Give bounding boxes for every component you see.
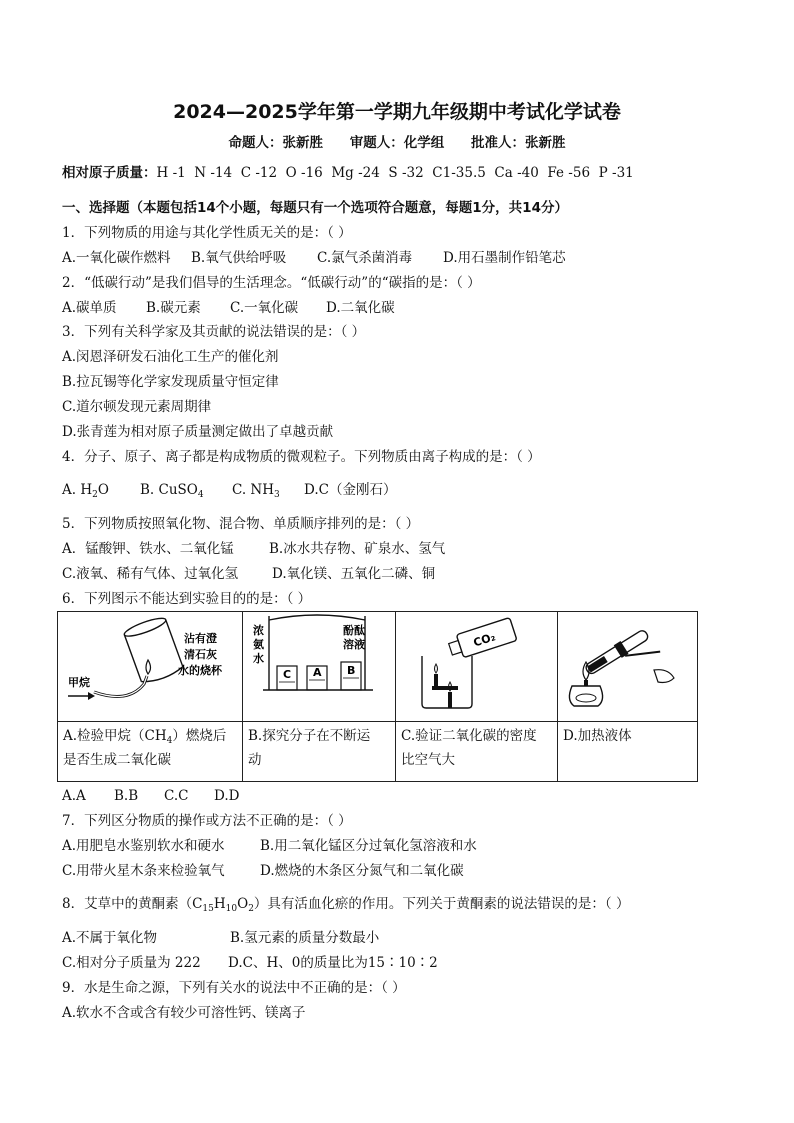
exam-title: 2024—2025学年第一学期九年级期中考试化学试卷: [173, 101, 621, 123]
q6-cell-a: [58, 612, 243, 781]
q4-option-a: A. $H_2O$: [62, 482, 109, 500]
table-divider: [58, 721, 697, 722]
atomic-masses-values: H -1 N -14 C -12 O -16 Mg -24 S -32 C1-35.5 Ca -40 Fe -56 P -31: [156, 165, 634, 181]
q5-option-a: A．锰酸钾、铁水、二氧化锰: [62, 541, 234, 557]
q8-option-a: A.不属于氧化物: [62, 930, 158, 946]
svg-text:浓: 浓: [253, 624, 264, 637]
q9-stem: 9．水是生命之源，下列有关水的说法中不正确的是：（ ）: [62, 980, 406, 996]
approver: 批准人：张新胜: [470, 135, 566, 151]
q6-caption-c: C.验证二氧化碳的密度 比空气大: [401, 728, 537, 768]
q8-stem: 8．艾草中的黄酮素$(C_{15}H_{10}O_2)$具有活血化瘀的作用。下列关于黄酮素的说法错误的是：（ ）: [62, 896, 630, 914]
q6-stem: 6．下列图示不能达到实验目的的是：（ ）: [62, 591, 312, 607]
beaker-label-1: 沾有澄: [184, 632, 217, 645]
q6-option-d: D.D: [214, 788, 240, 804]
q6-figure-table: [57, 611, 698, 782]
q6-options: [62, 786, 239, 806]
proposer: 命题人：张新胜: [228, 135, 324, 151]
q3-stem: 3．下列有关科学家及其贡献的说法错误的是：（ ）: [62, 324, 366, 340]
q5-option-b: B.冰水共存物、矿泉水、氢气: [269, 541, 446, 557]
q7-options-ab: [62, 836, 477, 856]
beaker-label-2: 清石灰: [184, 648, 217, 661]
atomic-masses-label: 相对原子质量：: [62, 165, 157, 181]
q7-options-cd: [62, 861, 464, 881]
q2-option-d: D.二氧化碳: [326, 300, 395, 316]
q8-options-cd: [62, 953, 438, 973]
q1-option-c: C.氯气杀菌消毒: [317, 250, 413, 266]
svg-text:氨: 氨: [253, 638, 264, 651]
co2-label: CO₂: [471, 630, 497, 650]
q7-option-a: A.用肥皂水鉴别软水和硬水: [62, 838, 225, 854]
q5-options-ab: [62, 539, 445, 559]
q6-cell-d: [558, 612, 697, 781]
svg-text:溶液: 溶液: [343, 638, 365, 651]
q1-option-b: B.氧气供给呼吸: [191, 250, 287, 266]
q4-option-b: B. CuSO$_4$: [140, 482, 204, 500]
q6-option-b: B.B: [114, 788, 139, 804]
q5-option-d: D.氧化镁、五氧化二磷、铜: [272, 566, 436, 582]
q8-options-ab: [62, 928, 379, 948]
q2-option-b: B.碳元素: [146, 300, 201, 316]
q1-option-a: A.一氧化碳作燃料: [62, 250, 171, 266]
section-title: 一、选择题（本题包括14个小题，每题只有一个选项符合题意，每题1分，共14分）: [62, 200, 568, 216]
q6-cell-c: [396, 612, 558, 781]
q3-option-d: D.张青莲为相对原子质量测定做出了卓越贡献: [62, 424, 334, 440]
heating-liquid-figure: [558, 612, 697, 720]
q2-options: [62, 298, 395, 318]
q1-stem: 1．下列物质的用途与其化学性质无关的是：（ ）: [62, 225, 352, 241]
q5-stem: 5．下列物质按照氧化物、混合物、单质顺序排列的是：（ ）: [62, 516, 420, 532]
svg-text:B: B: [347, 664, 356, 677]
beaker-label-3: 水的烧杯: [178, 664, 222, 677]
q4-options: [62, 480, 396, 500]
q2-option-a: A.碳单质: [62, 300, 117, 316]
q7-stem: 7．下列区分物质的操作或方法不正确的是：（ ）: [62, 813, 352, 829]
svg-text:酚酞: 酚酞: [343, 624, 365, 637]
q1-option-d: D.用石墨制作铅笔芯: [443, 250, 566, 266]
q9-option-a: A.软水不含或含有较少可溶性钙、镁离子: [62, 1005, 306, 1021]
q2-option-c: C.一氧化碳: [230, 300, 299, 316]
q4-stem: 4．分子、原子、离子都是构成物质的微观粒子。下列物质由离子构成的是：（ ）: [62, 449, 541, 465]
svg-text:C: C: [283, 668, 292, 681]
q3-option-c: C.道尔顿发现元素周期律: [62, 399, 212, 415]
methane-combustion-figure: [58, 612, 242, 720]
q8-option-b: B.氢元素的质量分数最小: [230, 930, 380, 946]
ammonia-diffusion-figure: [243, 612, 395, 720]
q5-option-c: C.液氧、稀有气体、过氧化氢: [62, 566, 239, 582]
q2-stem: 2．“低碳行动”是我们倡导的生活理念。“低碳行动”的“碳指的是：（ ）: [62, 275, 481, 291]
svg-text:A: A: [313, 666, 322, 679]
exam-roles: [0, 131, 794, 151]
reviewer: 审题人：化学组: [349, 135, 445, 151]
q6-caption-a: A.检验甲烷$(CH_4)$燃烧后 是否生成二氧化碳: [63, 728, 227, 768]
q6-caption-d: D.加热液体: [563, 728, 632, 744]
q8-option-d: D.C、H、0的质量比为15∶10∶2: [228, 955, 438, 971]
q7-option-b: B.用二氧化锰区分过氧化氢溶液和水: [260, 838, 477, 854]
q1-options: [62, 248, 566, 268]
svg-text:水: 水: [253, 652, 264, 665]
q3-option-a: A.闵恩泽研发石油化工生产的催化剂: [62, 349, 279, 365]
q8-option-c: C.相对分子质量为 222: [62, 955, 201, 971]
q4-option-c: C. $NH_3$: [232, 482, 280, 500]
q6-cell-b: [243, 612, 396, 781]
q6-option-a: A.A: [62, 788, 86, 804]
atomic-masses: [62, 163, 634, 183]
q6-option-c: C.C: [164, 788, 189, 804]
q3-option-b: B.拉瓦锡等化学家发现质量守恒定律: [62, 374, 279, 390]
co2-density-figure: [396, 612, 557, 720]
q5-options-cd: [62, 564, 435, 584]
q7-option-d: D.燃烧的木条区分氮气和二氧化碳: [260, 863, 464, 879]
q7-option-c: C.用带火星木条来检验氧气: [62, 863, 225, 879]
methane-label: 甲烷: [68, 676, 90, 689]
q6-caption-b: B.探究分子在不断运 动: [248, 728, 371, 768]
q4-option-d: D.C（金刚石）: [304, 482, 397, 498]
